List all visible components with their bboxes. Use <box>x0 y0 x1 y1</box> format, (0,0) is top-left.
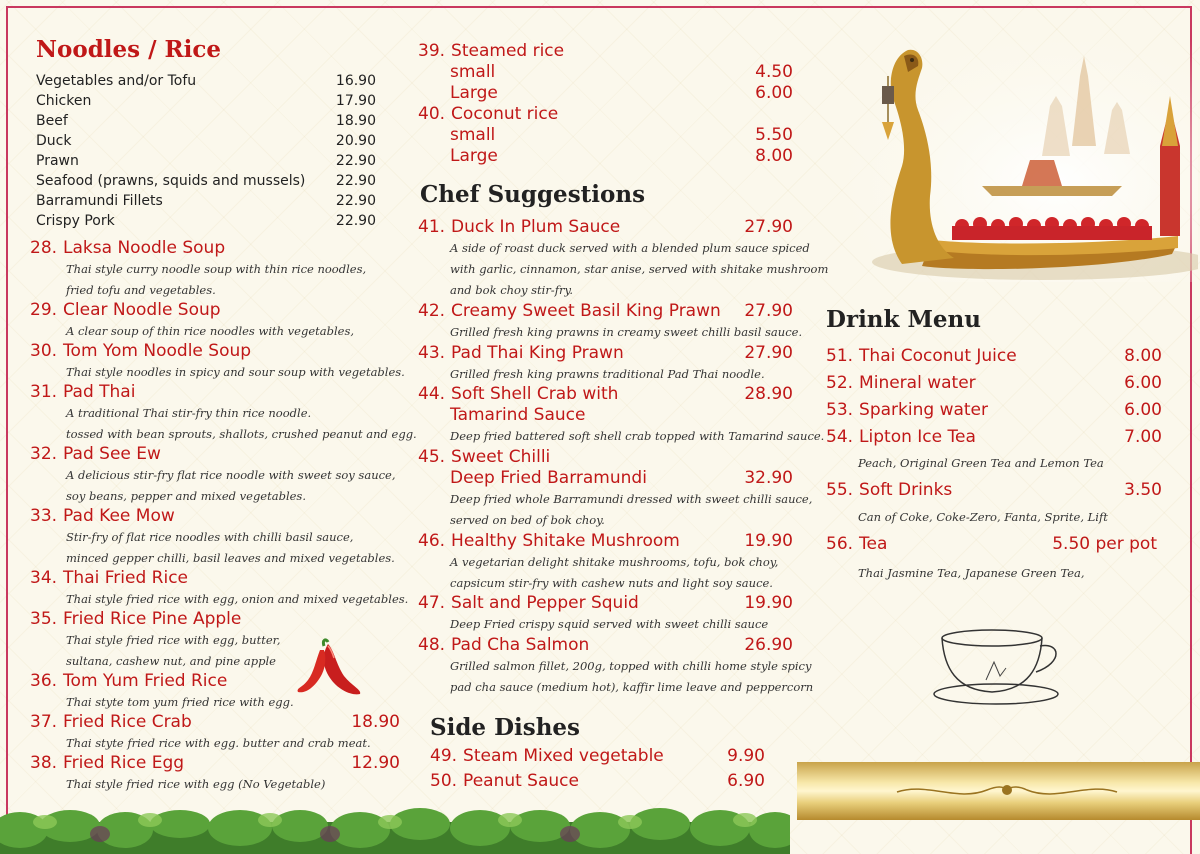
item-number: 44. <box>418 384 446 404</box>
item-name: Soft Drinks <box>859 480 953 500</box>
item-price: 6.00 <box>1124 373 1162 393</box>
item-number: 49. <box>430 746 458 766</box>
item-description: Thai Jasmine Tea, Japanese Green Tea, <box>858 566 1085 580</box>
menu-item <box>30 712 400 754</box>
item-description: Thai styte tom yum fried rice with egg. <box>66 695 294 709</box>
base-price-row <box>36 91 376 111</box>
noodles-heading: Noodles / Rice <box>36 36 222 63</box>
base-price-value: 22.90 <box>335 173 376 189</box>
item-name: Soft Shell Crab with <box>451 384 619 404</box>
item-name: Fried Rice Crab <box>63 712 192 732</box>
item-description: capsicum stir-fry with cashew nuts and light soy sauce. <box>450 576 773 590</box>
base-price-value: 22.90 <box>335 153 376 169</box>
item-description: Thai style fried rice with egg (No Vegetable) <box>66 777 326 791</box>
item-price: 8.00 <box>1124 346 1162 366</box>
menu-item <box>30 238 400 301</box>
item-number: 42. <box>418 301 446 321</box>
item-number: 38. <box>30 753 58 773</box>
item-number: 46. <box>418 531 446 551</box>
drink-menu-heading: Drink Menu <box>826 306 982 333</box>
menu-item <box>30 300 400 342</box>
item-name: Sparking water <box>859 400 989 420</box>
menu-item <box>430 746 765 767</box>
base-price-value: 17.90 <box>335 93 376 109</box>
menu-item <box>30 568 409 610</box>
size-label: Large <box>450 83 498 103</box>
base-price-name: Barramundi Fillets <box>36 193 163 209</box>
item-number: 39. <box>418 41 446 61</box>
item-description: Can of Coke, Coke-Zero, Fanta, Sprite, Lift <box>858 510 1108 524</box>
drink-item <box>826 346 1162 367</box>
menu-item <box>430 771 765 792</box>
item-description: A side of roast duck served with a blended plum sauce spiced <box>450 241 810 255</box>
base-price-value: 22.90 <box>335 193 376 209</box>
item-number: 53. <box>826 400 854 420</box>
item-name: Healthy Shitake Mushroom <box>451 531 680 551</box>
item-number: 30. <box>30 341 58 361</box>
item-description: Deep fried whole Barramundi dressed with sweet chilli sauce, <box>450 492 813 506</box>
item-price: 6.90 <box>727 771 765 791</box>
item-name: Duck In Plum Sauce <box>451 217 621 237</box>
drink-item <box>826 534 1157 591</box>
size-price: 8.00 <box>755 146 793 166</box>
base-price-row <box>36 211 376 231</box>
item-description: A clear soup of thin rice noodles with vegetables, <box>66 324 355 338</box>
base-price-value: 22.90 <box>335 213 376 229</box>
base-price-name: Duck <box>36 133 72 149</box>
base-price-list <box>36 71 376 231</box>
base-price-name: Seafood (prawns, squids and mussels) <box>36 173 306 189</box>
item-description: Grilled salmon fillet, 200g, topped with chilli home style spicy <box>450 659 812 673</box>
item-description: Grilled fresh king prawns in creamy sweet chilli basil sauce. <box>450 325 803 339</box>
base-price-name: Vegetables and/or Tofu <box>36 73 197 89</box>
item-number: 56. <box>826 534 854 554</box>
menu-item <box>30 444 400 507</box>
base-price-row <box>36 131 376 151</box>
item-name: Steam Mixed vegetable <box>463 746 664 766</box>
item-number: 37. <box>30 712 58 732</box>
item-name-line2: Deep Fried Barramundi <box>450 468 647 488</box>
vegetables-strip <box>0 800 790 854</box>
item-description: Deep fried battered soft shell crab topped with Tamarind sauce. <box>450 429 825 443</box>
item-number: 41. <box>418 217 446 237</box>
item-number: 45. <box>418 447 446 467</box>
size-price: 6.00 <box>755 83 793 103</box>
item-price: 19.90 <box>744 531 793 551</box>
item-name: Salt and Pepper Squid <box>451 593 639 613</box>
base-price-row <box>36 111 376 131</box>
menu-item <box>418 447 813 531</box>
item-name: Thai Fried Rice <box>63 568 188 588</box>
menu-item <box>418 593 793 635</box>
item-name: Pad Thai <box>63 382 136 402</box>
item-description: Thai style fried rice with egg, onion and mixed vegetables. <box>66 592 409 606</box>
drink-item <box>826 400 1162 421</box>
item-number: 32. <box>30 444 58 464</box>
item-description: minced gepper chilli, basil leaves and mixed vegetables. <box>66 551 395 565</box>
side-dishes-heading: Side Dishes <box>430 714 581 741</box>
tea-cup-icon <box>930 624 1068 708</box>
chilli-icon <box>294 636 366 698</box>
item-description: Stir-fry of flat rice noodles with chilli basil sauce, <box>66 530 354 544</box>
size-label: small <box>450 125 496 145</box>
item-description: with garlic, cinnamon, star anise, served with shitake mushroom <box>450 262 829 276</box>
item-description: Thai style fried rice with egg, butter, <box>66 633 281 647</box>
item-name: Coconut rice <box>451 104 559 124</box>
item-number: 40. <box>418 104 446 124</box>
item-name: Tom Yum Fried Rice <box>63 671 228 691</box>
item-name: Steamed rice <box>451 41 565 61</box>
item-price: 9.90 <box>727 746 765 766</box>
item-name-line2: Tamarind Sauce <box>450 405 586 425</box>
size-price: 5.50 <box>755 125 793 145</box>
item-description: Peach, Original Green Tea and Lemon Tea <box>858 456 1104 470</box>
base-price-name: Chicken <box>36 93 92 109</box>
item-price: 18.90 <box>351 712 400 732</box>
item-name: Lipton Ice Tea <box>859 427 976 447</box>
item-description: tossed with bean sprouts, shallots, crushed peanut and egg. <box>66 427 417 441</box>
gold-ribbon <box>797 762 1200 820</box>
menu-item <box>418 301 803 343</box>
item-price: 3.50 <box>1124 480 1162 500</box>
item-name: Laksa Noodle Soup <box>63 238 226 258</box>
item-name: Sweet Chilli <box>451 447 551 467</box>
item-name: Tom Yom Noodle Soup <box>63 341 252 361</box>
item-number: 29. <box>30 300 58 320</box>
item-number: 36. <box>30 671 58 691</box>
item-name: Clear Noodle Soup <box>63 300 221 320</box>
item-number: 50. <box>430 771 458 791</box>
item-name: Tea <box>859 534 888 554</box>
item-description: and bok choy stir-fry. <box>450 283 574 297</box>
item-number: 28. <box>30 238 58 258</box>
size-label: small <box>450 62 496 82</box>
item-name: Pad Thai King Prawn <box>451 343 624 363</box>
item-description: served on bed of bok choy. <box>450 513 605 527</box>
size-row <box>418 83 793 104</box>
base-price-value: 16.90 <box>335 73 376 89</box>
menu-item <box>418 531 793 594</box>
item-price: 5.50 per pot <box>1052 534 1157 554</box>
item-description: Thai style curry noodle soup with thin rice noodles, <box>66 262 367 276</box>
base-price-row <box>36 171 376 191</box>
item-description: fried tofu and vegetables. <box>66 283 216 297</box>
menu-item <box>30 753 400 795</box>
item-description: Thai styte fried rice with egg. butter and crab meat. <box>66 736 371 750</box>
item-price: 7.00 <box>1124 427 1162 447</box>
size-price: 4.50 <box>755 62 793 82</box>
drink-item <box>826 427 1162 478</box>
chef-heading: Chef Suggestions <box>420 181 646 208</box>
size-row <box>418 125 793 146</box>
menu-item <box>30 506 400 569</box>
item-description: A vegetarian delight shitake mushrooms, tofu, bok choy, <box>450 555 779 569</box>
base-price-value: 18.90 <box>335 113 376 129</box>
item-number: 55. <box>826 480 854 500</box>
item-number: 33. <box>30 506 58 526</box>
item-number: 47. <box>418 593 446 613</box>
item-price: 27.90 <box>744 301 793 321</box>
item-name: Creamy Sweet Basil King Prawn <box>451 301 721 321</box>
item-number: 54. <box>826 427 854 447</box>
menu-item <box>418 217 829 301</box>
menu-item <box>418 635 814 698</box>
item-description: Grilled fresh king prawns traditional Pad Thai noodle. <box>450 367 765 381</box>
item-price: 19.90 <box>744 593 793 613</box>
item-name: Mineral water <box>859 373 976 393</box>
base-price-name: Crispy Pork <box>36 213 115 229</box>
item-description: pad cha sauce (medium hot), kaffir lime leave and peppercorn <box>450 680 814 694</box>
menu-item <box>30 382 417 445</box>
item-description: Deep Fried crispy squid served with sweet chilli sauce <box>450 617 769 631</box>
item-number: 51. <box>826 346 854 366</box>
item-number: 48. <box>418 635 446 655</box>
item-description: A traditional Thai stir-fry thin rice noodle. <box>66 406 312 420</box>
item-description: Thai style noodles in spicy and sour soup with vegetables. <box>66 365 405 379</box>
item-name: Thai Coconut Juice <box>859 346 1017 366</box>
menu-item-coconut-rice <box>418 104 793 167</box>
base-price-name: Prawn <box>36 153 79 169</box>
base-price-value: 20.90 <box>335 133 376 149</box>
item-number: 31. <box>30 382 58 402</box>
item-price: 32.90 <box>744 468 793 488</box>
item-price: 12.90 <box>351 753 400 773</box>
item-name: Pad Kee Mow <box>63 506 175 526</box>
menu-item <box>418 384 825 447</box>
size-row <box>418 62 793 83</box>
item-price: 26.90 <box>744 635 793 655</box>
item-number: 35. <box>30 609 58 629</box>
item-number: 43. <box>418 343 446 363</box>
item-price: 27.90 <box>744 343 793 363</box>
ornament-icon <box>797 762 1200 820</box>
item-name: Fried Rice Egg <box>63 753 185 773</box>
drink-item <box>826 373 1162 394</box>
item-description: A delicious stir-fry flat rice noodle with sweet soy sauce, <box>66 468 396 482</box>
drink-item <box>826 480 1162 533</box>
menu-item <box>30 341 405 383</box>
menu-item <box>418 343 793 385</box>
item-name: Pad See Ew <box>63 444 161 464</box>
item-name: Fried Rice Pine Apple <box>63 609 242 629</box>
size-label: Large <box>450 146 498 166</box>
item-price: 6.00 <box>1124 400 1162 420</box>
item-number: 52. <box>826 373 854 393</box>
item-price: 27.90 <box>744 217 793 237</box>
menu-item-steamed-rice <box>418 41 793 104</box>
size-row <box>418 146 793 167</box>
item-price: 28.90 <box>744 384 793 404</box>
item-description: sultana, cashew nut, and pine apple <box>66 654 276 668</box>
royal-barge-illustration <box>842 36 1198 282</box>
base-price-name: Beef <box>36 113 68 129</box>
item-name: Pad Cha Salmon <box>451 635 590 655</box>
item-description: soy beans, pepper and mixed vegetables. <box>66 489 306 503</box>
item-name: Peanut Sauce <box>463 771 579 791</box>
base-price-row <box>36 71 376 91</box>
base-price-row <box>36 151 376 171</box>
item-number: 34. <box>30 568 58 588</box>
base-price-row <box>36 191 376 211</box>
